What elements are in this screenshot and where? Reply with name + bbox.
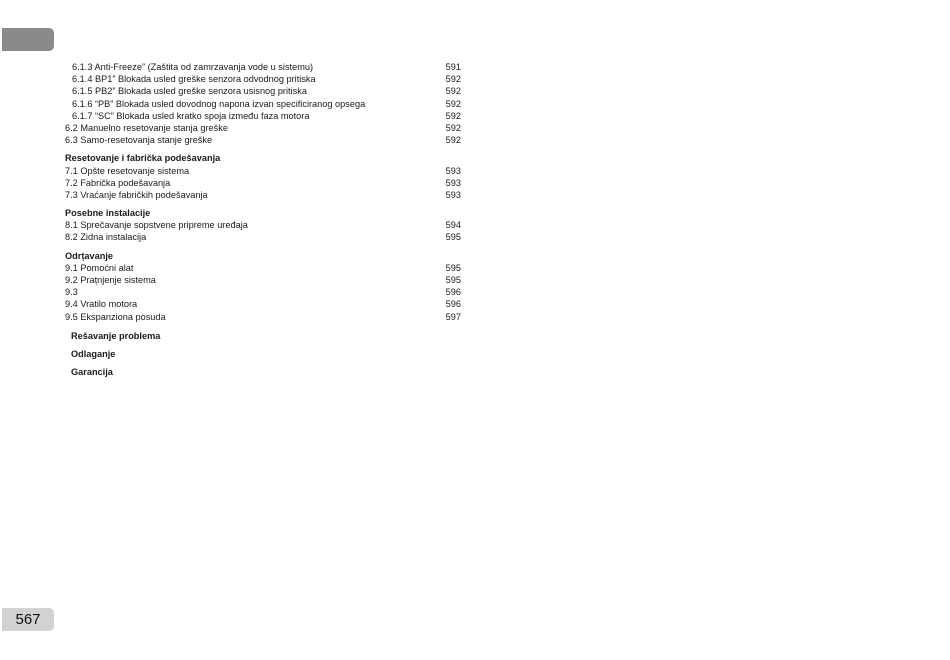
toc-entry-label: 6.3 Samo-resetovanja stanje greške <box>65 135 213 146</box>
toc-entry-page: 593 <box>445 189 461 200</box>
toc-entry-label: 9.2 Prațnjenje sistema <box>65 275 156 285</box>
toc-entry-page: 596 <box>445 299 461 310</box>
toc-entry <box>65 274 465 286</box>
section-title-reset: Resetovanje i fabrička podešavanja <box>65 153 221 164</box>
toc-entry-label: 6.2 Manuelno resetovanje stanja greške <box>65 122 228 133</box>
toc-entry <box>65 85 465 97</box>
toc-entry-page: 592 <box>445 110 461 121</box>
toc-entry-label: 6.1.5 PB2” Blokada usled greške senzora usisnog pritiska <box>72 86 307 97</box>
section-title-disposal: Odlaganje <box>71 348 116 359</box>
table-of-contents <box>65 61 465 378</box>
toc-entry-page: 592 <box>445 74 461 85</box>
toc-entry <box>65 134 465 146</box>
toc-entry-page: 594 <box>445 220 461 231</box>
toc-entry-label: 9.3 <box>65 287 78 298</box>
toc-entry-page: 592 <box>445 86 461 97</box>
toc-entry <box>65 286 465 298</box>
toc-entry <box>65 110 465 122</box>
toc-entry-label: 7.2 Fabrička podešavanja <box>65 177 171 188</box>
toc-entry-label: 6.1.7 “SC” Blokada usled kratko spoja između faza motora <box>72 110 310 121</box>
toc-entry-page: 595 <box>445 262 461 273</box>
toc-entry-page: 592 <box>445 135 461 146</box>
toc-entry <box>65 298 465 310</box>
toc-entry <box>65 61 465 73</box>
toc-entry-page: 591 <box>445 62 461 72</box>
toc-entry <box>65 311 465 323</box>
toc-entry <box>65 73 465 85</box>
toc-entry <box>65 262 465 274</box>
toc-entry-label: 8.2 Zidna instalacija <box>65 232 147 243</box>
toc-entry-page: 593 <box>445 177 461 188</box>
toc-entry <box>65 177 465 189</box>
toc-entry-label: 8.1 Sprečavanje sopstvene pripreme uređaja <box>65 220 248 231</box>
toc-entry-page: 596 <box>445 287 461 298</box>
toc-entry-page: 592 <box>445 98 461 109</box>
toc-entry-label: 6.1.3 Anti-Freeze” (Zaštita od zamrzavanja vode u sistemu) <box>72 62 314 72</box>
toc-entry-label: 7.3 Vraćanje fabričkih podešavanja <box>65 189 208 200</box>
toc-entry <box>65 165 465 177</box>
section-title-special-installations: Posebne instalacije <box>65 208 151 219</box>
toc-entry-label: 7.1 Opšte resetovanje sistema <box>65 165 190 176</box>
toc-entry <box>65 219 465 231</box>
section-title-troubleshooting: Rešavanje problema <box>71 330 161 341</box>
page-number: 567 <box>2 608 54 631</box>
toc-entry-label: 9.5 Ekspanziona posuda <box>65 311 166 322</box>
toc-entry <box>65 231 465 243</box>
section-title-maintenance: Odrțavanje <box>65 250 113 261</box>
toc-entry <box>65 122 465 134</box>
toc-entry-label: 6.1.6 “PB” Blokada usled dovodnog napona izvan specificiranog opsega <box>72 98 366 109</box>
section-title-warranty: Garancija <box>71 367 113 378</box>
toc-entry-page: 595 <box>445 275 461 285</box>
toc-entry-page: 593 <box>445 165 461 176</box>
toc-entry-label: 9.1 Pomoćni alat <box>65 262 134 273</box>
toc-entry-page: 592 <box>445 122 461 133</box>
language-tab <box>2 28 54 51</box>
toc-entry-page: 597 <box>445 311 461 322</box>
toc-entry-page: 595 <box>445 232 461 243</box>
toc-entry-label: 6.1.4 BP1” Blokada usled greške senzora odvodnog pritiska <box>72 74 316 85</box>
toc-entry <box>65 189 465 201</box>
toc-entry-label: 9.4 Vratilo motora <box>65 299 138 310</box>
toc-entry <box>65 98 465 110</box>
